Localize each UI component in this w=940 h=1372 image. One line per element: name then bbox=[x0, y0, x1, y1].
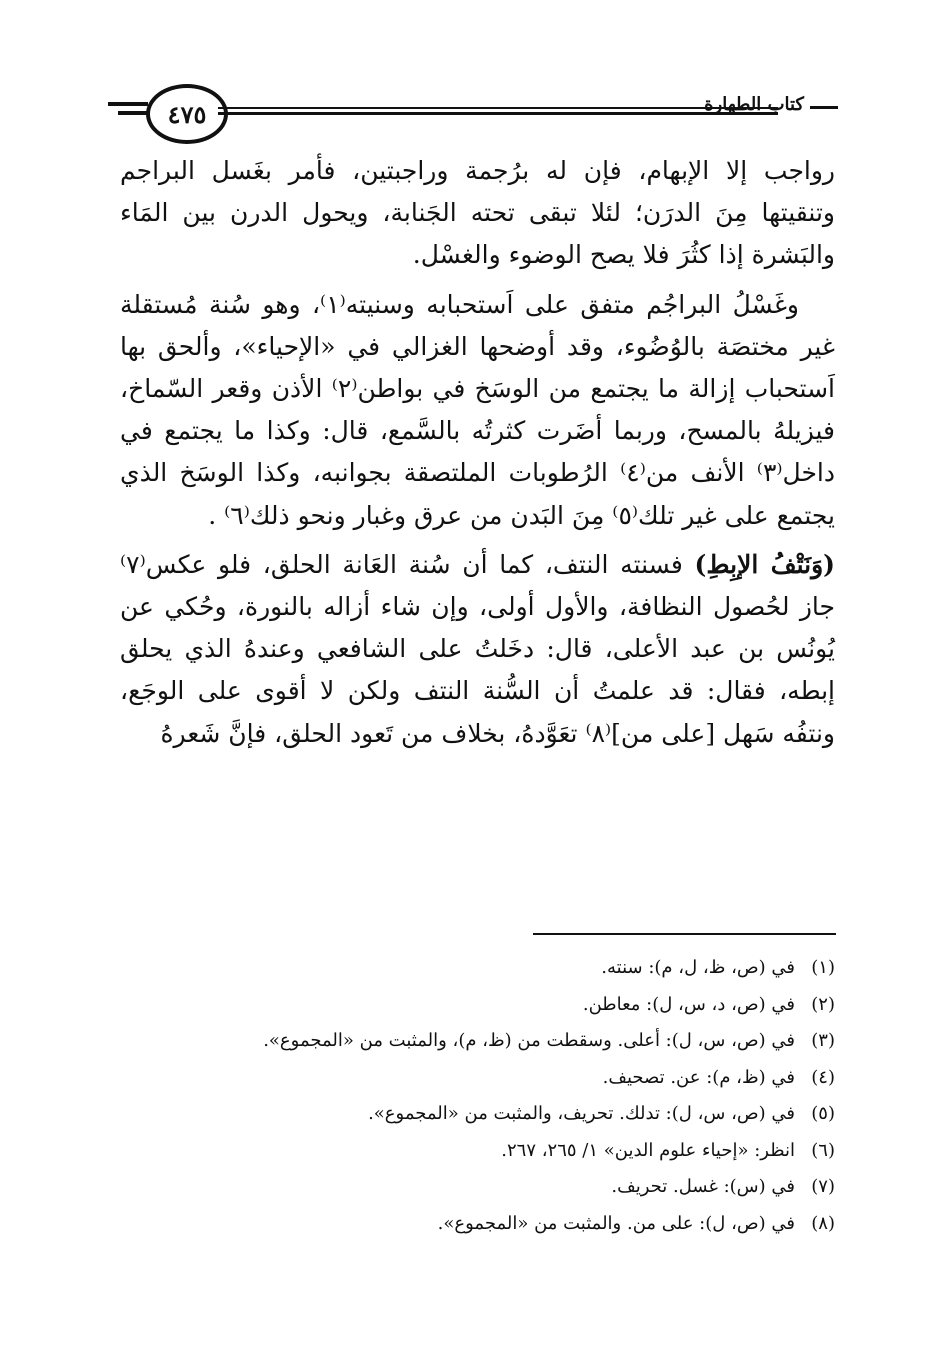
paragraph-3-lead: (وَنَتْفُ الإبِطِ) bbox=[694, 549, 835, 579]
page-number: ٤٧٥ bbox=[146, 84, 228, 144]
footnotes bbox=[120, 950, 835, 1242]
footnote bbox=[120, 1096, 835, 1133]
paragraph-1-text: رواجب إلا الإبهام، فإن له برُجمة وراجبتين، فأمر بغَسل البراجم وتنقيتها مِنَ الدرَن؛ لئلا تبقى تحته الجَنابة، ويحول الدرن بين المَاء والبَشرة إذا كثُرَ فلا يصح الوضوء والغسْل. bbox=[120, 156, 835, 270]
footnote-number: (٨) bbox=[811, 1212, 835, 1234]
header-rule-right bbox=[810, 106, 838, 109]
header-rule-middle-thick bbox=[218, 112, 778, 115]
footnote-number: (٢) bbox=[811, 993, 835, 1015]
footnote bbox=[120, 1133, 835, 1170]
footnote-text: انظر: «إحياء علوم الدين» ١/ ٢٦٥، ٢٦٧. bbox=[501, 1139, 795, 1161]
footnote-text: في (ص، س، ل): تدلك. تحريف، والمثبت من «المجموع». bbox=[368, 1103, 795, 1124]
paragraph-2-text: وغَسْلُ البراجُم متفق على اَستحبابه وسنيته⁽١⁾، وهو سُنة مُستقلة غير مختصَة بالوُضُوء، وقد أوضحها الغزالي في «الإحياء»، وألحق بها اَستحباب إزالة ما يجتمع من الوسَخ في بواطن⁽٢⁾ الأذن وقعر السّماخ، فيزيلهُ بالمسح، وربما أضَرت كثرتُه بالسَّمع، قال: وكذا ما يجتمع في داخل⁽٣⁾ الأنف من⁽٤⁾ الرُطوبات الملتصقة بجوانبه، وكذا الوسَخ الذي يجتمع على غير تلك⁽٥⁾ مِنَ البَدن من عرق وغبار ونحو ذلك⁽٦⁾ . bbox=[120, 289, 835, 530]
footnote-text: في (ص، د، س، ل): معاطن. bbox=[582, 993, 795, 1015]
footnote-number: (٣) bbox=[811, 1030, 835, 1051]
footnote-text: في (ص، س، ل): أعلى. وسقطت من (ظ، م)، والمثبت من «المجموع». bbox=[263, 1030, 795, 1051]
paragraph-3 bbox=[120, 544, 835, 755]
paragraph-1 bbox=[120, 150, 835, 277]
footnote bbox=[120, 1023, 835, 1060]
paragraph-2 bbox=[120, 284, 835, 537]
footnote-text: في (ص، ل): على من. والمثبت من «المجموع». bbox=[437, 1212, 795, 1234]
footnote-text: في (س): غسل. تحريف. bbox=[611, 1176, 795, 1197]
paragraph-3-text: فسنته النتف، كما أن سُنة العَانة الحلق، فلو عكس⁽٧⁾ جاز لحُصول النظافة، والأول أولى، وإن شاء أزاله بالنورة، وحُكي عن يُونُس بن عبد الأعلى، قال: دخَلتُ على الشافعي وعندهُ الذي يحلق إبطه، فقال: قد علمتُ أن السُّنة النتف ولكن لا أقوى على الوجَع، ونتفُه سَهل [على من]⁽٨⁾ تعَوَّدهُ، بخلاف من تَعود الحلق، فإنَّ شَعرهُ bbox=[120, 549, 835, 748]
main-text bbox=[120, 150, 835, 762]
footnote bbox=[120, 950, 835, 987]
page-header bbox=[108, 80, 838, 146]
footnote-number: (٦) bbox=[811, 1139, 835, 1161]
footnote bbox=[120, 1169, 835, 1206]
footnote-number: (٤) bbox=[811, 1066, 835, 1088]
header-rule-left bbox=[108, 102, 148, 106]
footnote-number: (١) bbox=[811, 957, 835, 978]
footnote-number: (٥) bbox=[811, 1103, 835, 1124]
footnote-text: في (ظ، م): عن. تصحيف. bbox=[602, 1066, 795, 1088]
header-rule-middle bbox=[218, 107, 778, 109]
footnote bbox=[120, 1206, 835, 1243]
footnote-separator bbox=[533, 933, 836, 935]
footnote bbox=[120, 987, 835, 1024]
running-title: كتاب الطهارة bbox=[704, 94, 804, 115]
footnote-text: في (ص، ظ، ل، م): سنته. bbox=[601, 957, 795, 978]
footnote-number: (٧) bbox=[811, 1176, 835, 1197]
header-rule-left-inner bbox=[118, 111, 148, 115]
footnote bbox=[120, 1060, 835, 1097]
